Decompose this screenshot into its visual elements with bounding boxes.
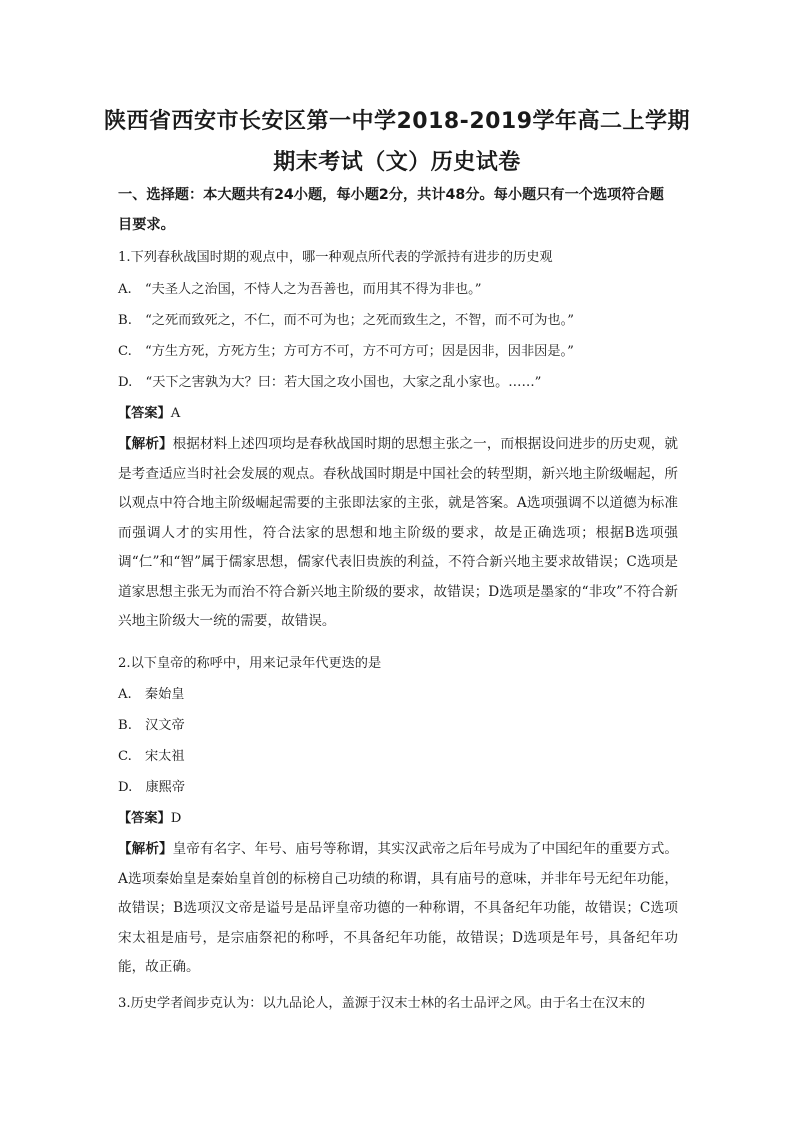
question-1-option-a: A. “夫圣人之治国，不恃人之为吾善也，而用其不得为非也。” bbox=[118, 282, 482, 297]
question-3-stem: 3.历史学者阎步克认为：以九品论人，盖源于汉末士林的名士品评之风。由于名士在汉末的 bbox=[118, 996, 645, 1011]
question-2-analysis bbox=[118, 835, 678, 983]
question-1-option-c: C. “方生方死，方死方生；方可方不可，方不可方可；因是因非，因非因是。” bbox=[118, 344, 574, 359]
question-1-option-b: B. “之死而致死之，不仁，而不可为也；之死而致生之，不智，而不可为也。” bbox=[118, 313, 574, 328]
question-2-option-b: B. 汉文帝 bbox=[118, 718, 185, 733]
document-title-line1: 陕西省西安市长安区第一中学2018-2019学年高二上学期 bbox=[103, 109, 691, 134]
question-1-option-d: D. “天下之害孰为大？曰：若大国之攻小国也，大家之乱小家也。……” bbox=[118, 375, 542, 390]
question-1-analysis bbox=[118, 430, 678, 637]
analysis-text: 根据材料上述四项均是春秋战国时期的思想主张之一，而根据设问进步的历史观，就是考查适应当时社会发展的观点。春秋战国时期是中国社会的转型期，新兴地主阶级崛起，所以观点中符合地主阶级崛起需要的主张即法家的主张，就是答案。A选项强调不以道德为标准而强调人才的实用性，符合法家的思想和地主阶级的要求，故是正确选项；根据B选项强调“仁”和“智”属于儒家思想，儒家代表旧贵族的利益，不符合新兴地主要求故错误；C选项是道家思想主张无为而治不符合新兴地主阶级的要求，故错误；D选项是墨家的“非攻”不符合新兴地主阶级大一统的需要，故错误。 bbox=[118, 436, 678, 629]
answer-value: A bbox=[170, 406, 181, 421]
answer-label: 【答案】 bbox=[118, 406, 171, 421]
answer-value: D bbox=[170, 811, 182, 826]
question-1-answer bbox=[118, 404, 180, 424]
question-2-option-a: A. 秦始皇 bbox=[118, 687, 185, 702]
question-2-option-d: D. 康熙帝 bbox=[118, 780, 186, 795]
question-2-stem: 2.以下皇帝的称呼中，用来记录年代更迭的是 bbox=[118, 656, 382, 671]
question-2-answer bbox=[118, 809, 181, 829]
analysis-text: 皇帝有名字、年号、庙号等称谓，其实汉武帝之后年号成为了中国纪年的重要方式。A选项秦始皇是秦始皇首创的标榜自己功绩的称谓，具有庙号的意味，并非年号无纪年功能，故错误；B选项汉文帝是谥号是品评皇帝功德的一种称谓，不具备纪年功能，故错误；C选项宋太祖是庙号，是宗庙祭祀的称呼，不具备纪年功能，故错误；D选项是年号，具备纪年功能，故正确。 bbox=[118, 841, 678, 975]
document-title-line2: 期末考试（文）历史试卷 bbox=[273, 150, 521, 175]
question-1-stem: 1.下列春秋战国时期的观点中，哪一种观点所代表的学派持有进步的历史观 bbox=[118, 250, 553, 265]
analysis-label: 【解析】 bbox=[118, 841, 173, 857]
question-2-option-c: C. 宋太祖 bbox=[118, 749, 185, 764]
analysis-label: 【解析】 bbox=[118, 436, 173, 452]
answer-label: 【答案】 bbox=[118, 811, 171, 826]
section-heading: 一、选择题：本大题共有24小题，每小题2分，共计48分。每小题只有一个选项符合题目要求。 bbox=[118, 187, 664, 233]
